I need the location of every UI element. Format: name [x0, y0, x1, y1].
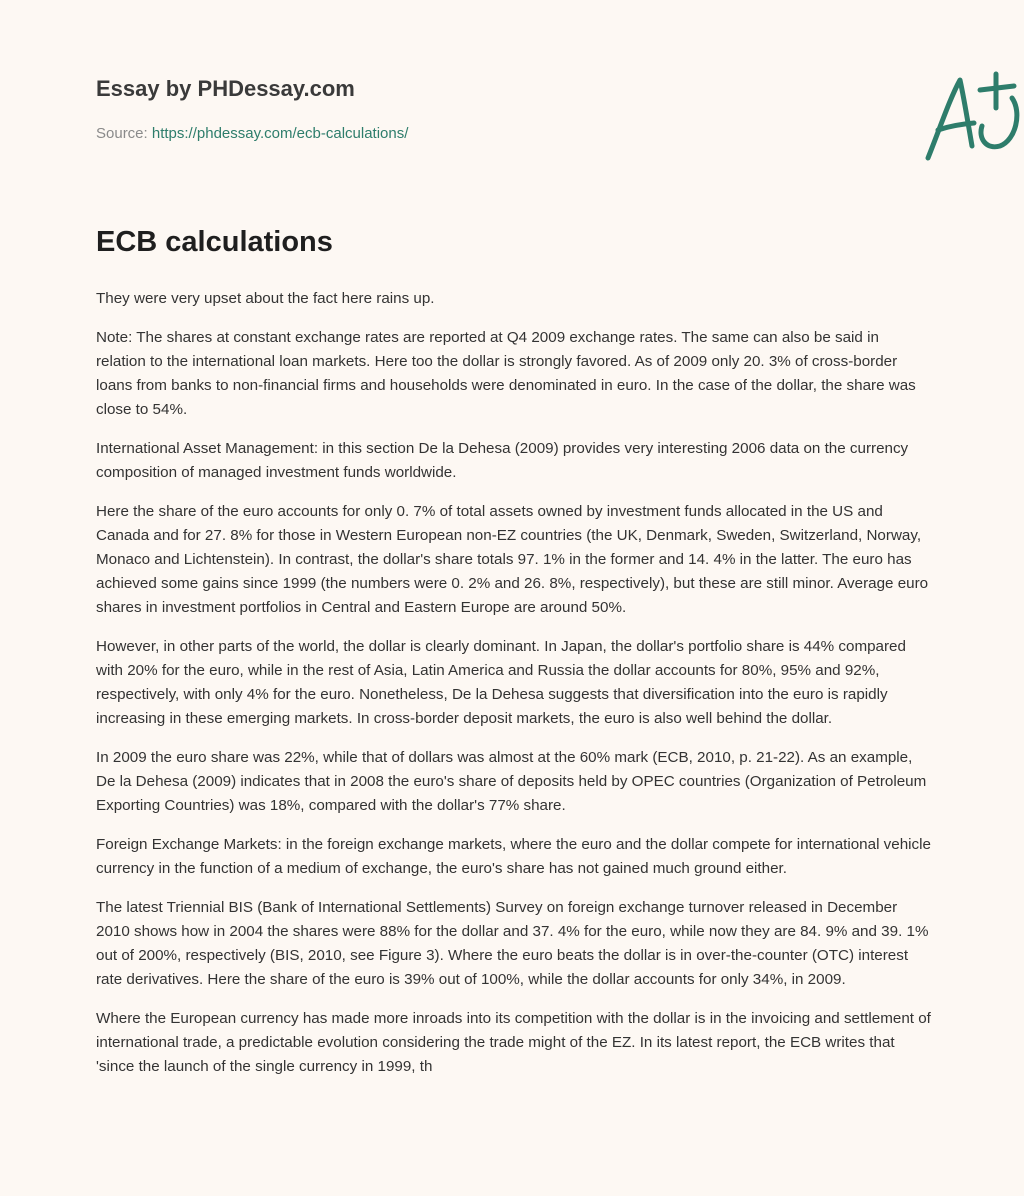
paragraph: Where the European currency has made more inroads into its competition with the dollar is in the invoicing and settlement of international trade, a predictable evolution considering the trade might of the EZ. In its latest report, the ECB writes that 'since the launch of the single currency in 1999, th — [96, 1010, 931, 1075]
essay-body — [96, 287, 932, 1094]
paragraph: In 2009 the euro share was 22%, while that of dollars was almost at the 60% mark (ECB, 2010, p. 21-22). As an example, De la Dehesa (2009) indicates that in 2008 the euro's share of deposits held by OPEC countries (Organization of Petroleum Exporting Countries) was 18%, compared with the dollar's 77% share. — [96, 749, 927, 814]
source-label: Source: — [96, 125, 148, 142]
a-plus-logo-icon — [918, 68, 1024, 168]
paragraph: However, in other parts of the world, the dollar is clearly dominant. In Japan, the dollar's portfolio share is 44% compared with 20% for the euro, while in the rest of Asia, Latin America and Russia the dollar accounts for 80%, 95% and 92%, respectively, with only 4% for the euro. Nonetheless, De la Dehesa suggests that diversification into the euro is rapidly increasing in these emerging markets. In cross-border deposit markets, the euro is also well behind the dollar. — [96, 638, 906, 727]
site-title: Essay by PHDessay.com — [96, 76, 355, 101]
essay-title: ECB calculations — [96, 226, 333, 258]
paragraph: Foreign Exchange Markets: in the foreign exchange markets, where the euro and the dollar compete for international vehicle currency in the function of a medium of exchange, the euro's share has not gained much ground either. — [96, 836, 931, 877]
source-link[interactable]: https://phdessay.com/ecb-calculations/ — [151, 125, 409, 142]
paragraph: The latest Triennial BIS (Bank of International Settlements) Survey on foreign exchange turnover released in December 2010 shows how in 2004 the shares were 88% for the dollar and 37. 4% for the euro, while now they are 84. 9% and 39. 1% out of 200%, respectively (BIS, 2010, see Figure 3). Where the euro beats the dollar is in over-the-counter (OTC) interest rate derivatives. Here the share of the euro is 39% out of 100%, while the dollar accounts for only 34%, in 2009. — [96, 899, 929, 988]
paragraph: They were very upset about the fact here rains up. — [96, 290, 435, 307]
paragraph: Here the share of the euro accounts for only 0. 7% of total assets owned by investment funds allocated in the US and Canada and for 27. 8% for those in Western European non-EZ countries (the UK, Denmark, Sweden, Switzerland, Norway, Monaco and Lichtenstein). In contrast, the dollar's share totals 97. 1% in the former and 14. 4% in the latter. The euro has achieved some gains since 1999 (the numbers were 0. 2% and 26. 8%, respectively), but these are still minor. Average euro shares in investment portfolios in Central and Eastern Europe are around 50%. — [96, 503, 929, 616]
paragraph: International Asset Management: in this section De la Dehesa (2009) provides very interesting 2006 data on the currency composition of managed investment funds worldwide. — [96, 440, 909, 481]
paragraph: Note: The shares at constant exchange rates are reported at Q4 2009 exchange rates. The same can also be said in relation to the international loan markets. Here too the dollar is strongly favored. As of 2009 only 20. 3% of cross-border loans from banks to non-financial firms and households were denominated in euro. In the case of the dollar, the share was close to 54%. — [96, 329, 916, 418]
source-line — [96, 125, 408, 142]
